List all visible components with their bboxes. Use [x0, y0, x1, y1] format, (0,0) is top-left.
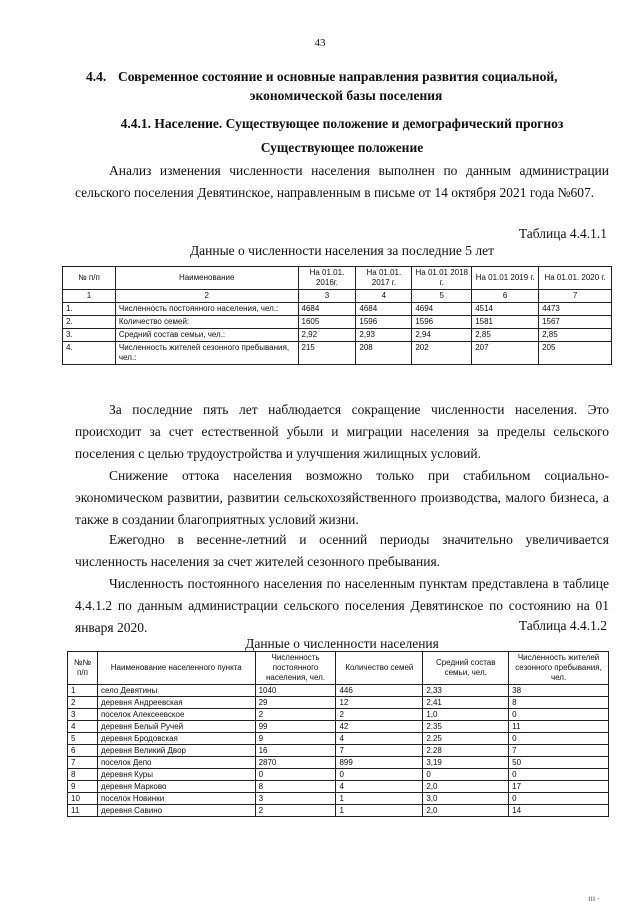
- table-cell: 2,0: [423, 805, 509, 817]
- column-header: На 01.01. 2016г.: [298, 267, 356, 290]
- table-cell: поселок Депо: [97, 757, 255, 769]
- table-cell: 446: [336, 685, 423, 697]
- table-cell: 4684: [356, 303, 412, 316]
- population-5-years-table: [62, 266, 612, 365]
- subsubsection-heading: Существующее положение: [260, 140, 424, 155]
- section-title-line1: Современное состояние и основные направления развития социальной,: [118, 69, 558, 84]
- column-header: Средний состав семьи, чел.: [423, 652, 509, 685]
- table-cell: 0: [336, 769, 423, 781]
- table-cell: Средний состав семьи, чел.:: [115, 329, 298, 342]
- table-cell: 1.: [63, 303, 116, 316]
- column-header: Наименование: [115, 267, 298, 290]
- column-header: На 01.01 2018 г.: [412, 267, 472, 290]
- table-row: [68, 709, 609, 721]
- table-cell: поселок Алексеевское: [97, 709, 255, 721]
- table-cell: 2,85: [472, 329, 539, 342]
- table-row: [63, 303, 612, 316]
- table-cell: 11: [509, 721, 609, 733]
- column-header: Численность жителей сезонного пребывания, чел.: [509, 652, 609, 685]
- column-header: На 01.01. 2020 г.: [539, 267, 612, 290]
- column-header: На 01.01. 2017 г.: [356, 267, 412, 290]
- table-cell: 17: [509, 781, 609, 793]
- table-cell: 215: [298, 342, 356, 365]
- table-row: [63, 342, 612, 365]
- table-cell: 0: [509, 769, 609, 781]
- table-cell: 12: [336, 697, 423, 709]
- intro-paragraph: Анализ изменения численности населения выполнен по данным администрации сельского поселения Девятинское, направленным в письме от 14 октября 2021 года №607.: [75, 163, 609, 200]
- table-cell: 205: [539, 342, 612, 365]
- table-cell: Количество семей:: [115, 316, 298, 329]
- column-header: №№ п/п: [68, 652, 98, 685]
- table-cell: 1596: [356, 316, 412, 329]
- column-index: 7: [539, 290, 612, 303]
- table-cell: 1581: [472, 316, 539, 329]
- page-number: 43: [314, 37, 326, 49]
- table2-title: Данные о численности населения: [245, 636, 439, 651]
- table-cell: 50: [509, 757, 609, 769]
- table-cell: 29: [255, 697, 336, 709]
- column-index: 2: [115, 290, 298, 303]
- table-row: [68, 793, 609, 805]
- table-cell: 1567: [539, 316, 612, 329]
- table-cell: 8: [68, 769, 98, 781]
- table-cell: 207: [472, 342, 539, 365]
- table-row: [68, 745, 609, 757]
- table-cell: деревня Бродовская: [97, 733, 255, 745]
- table2-caption: Таблица 4.4.1.2: [518, 618, 607, 633]
- table-cell: 0: [509, 733, 609, 745]
- table-cell: 3,19: [423, 757, 509, 769]
- column-index: 5: [412, 290, 472, 303]
- table1-title: Данные о численности населения за последние 5 лет: [189, 243, 495, 258]
- table-cell: Численность постоянного населения, чел.:: [115, 303, 298, 316]
- table-cell: 0: [509, 793, 609, 805]
- table-cell: 2,92: [298, 329, 356, 342]
- column-index: 3: [298, 290, 356, 303]
- table-cell: 4684: [298, 303, 356, 316]
- column-index: 6: [472, 290, 539, 303]
- paragraph-2: Снижение оттока населения возможно только при стабильном социально-экономическом развитии, развитии сельскохозяйственного производства, малого бизнеса, а также в создании благоприятных условий жизни.: [75, 468, 609, 527]
- table-cell: 2,41: [423, 697, 509, 709]
- table-cell: 10: [68, 793, 98, 805]
- table-cell: 2,85: [539, 329, 612, 342]
- table-cell: 3.: [63, 329, 116, 342]
- table-cell: 0: [509, 709, 609, 721]
- table-cell: 2,93: [356, 329, 412, 342]
- table-cell: 5: [68, 733, 98, 745]
- table-cell: 9: [68, 781, 98, 793]
- table-cell: 2870: [255, 757, 336, 769]
- table-cell: 2: [255, 805, 336, 817]
- corner-mark: ııı ·: [588, 894, 600, 903]
- table-cell: 2.: [63, 316, 116, 329]
- table-row: [68, 721, 609, 733]
- table-cell: 202: [412, 342, 472, 365]
- table-cell: деревня Великий Двор: [97, 745, 255, 757]
- table-cell: село Девятины: [97, 685, 255, 697]
- column-index: 4: [356, 290, 412, 303]
- table-cell: 4694: [412, 303, 472, 316]
- paragraph-1: За последние пять лет наблюдается сокращение численности населения. Это происходит за счет естественной убыли и миграции населения за пределы сельского поселения с целью трудоустройства и улучшения жилищных условий.: [75, 402, 609, 461]
- table-cell: 1: [336, 805, 423, 817]
- subsection-heading: 4.4.1. Население. Существующее положение и демографический прогноз: [120, 116, 564, 131]
- table-cell: 3,0: [423, 793, 509, 805]
- column-index: 1: [63, 290, 116, 303]
- table1-caption: Таблица 4.4.1.1: [518, 226, 607, 241]
- section-number: 4.4.: [86, 69, 107, 84]
- table-row: [63, 316, 612, 329]
- table-cell: 1,0: [423, 709, 509, 721]
- column-header: Численность постоянного населения, чел.: [255, 652, 336, 685]
- table-cell: 2.28: [423, 745, 509, 757]
- table-cell: деревня Марково: [97, 781, 255, 793]
- table-cell: 4.: [63, 342, 116, 365]
- table-cell: 2: [255, 709, 336, 721]
- table-cell: 2.35: [423, 721, 509, 733]
- table-cell: деревня Андреевская: [97, 697, 255, 709]
- table-cell: 9: [255, 733, 336, 745]
- table-cell: 3: [255, 793, 336, 805]
- table-cell: 2,0: [423, 781, 509, 793]
- table-cell: 2: [68, 697, 98, 709]
- table-cell: 11: [68, 805, 98, 817]
- column-header: № п/п: [63, 267, 116, 290]
- table-cell: 42: [336, 721, 423, 733]
- column-header: На 01.01 2019 г.: [472, 267, 539, 290]
- table-cell: 208: [356, 342, 412, 365]
- paragraph-4: Численность постоянного населения по населенным пунктам представлена в таблице 4.4.1.2 по данным администрации сельского поселения Девятинское по состоянию на 01 января 2020.: [75, 576, 609, 635]
- table-cell: 8: [509, 697, 609, 709]
- table-cell: 1596: [412, 316, 472, 329]
- table-cell: деревня Савино: [97, 805, 255, 817]
- table-cell: деревня Белый Ручей: [97, 721, 255, 733]
- population-by-settlement-table: [67, 651, 609, 817]
- table-cell: 1: [336, 793, 423, 805]
- table-cell: 1: [68, 685, 98, 697]
- table-cell: 3: [68, 709, 98, 721]
- table-row: [63, 329, 612, 342]
- table-cell: 99: [255, 721, 336, 733]
- column-index-row: [63, 290, 612, 303]
- table-header-row: [68, 652, 609, 685]
- table-cell: 1605: [298, 316, 356, 329]
- table-cell: 4: [336, 733, 423, 745]
- table-cell: 4514: [472, 303, 539, 316]
- table-cell: 7: [509, 745, 609, 757]
- table-row: [68, 805, 609, 817]
- table-cell: 899: [336, 757, 423, 769]
- column-header: Наименование населенного пункта: [97, 652, 255, 685]
- table-cell: 6: [68, 745, 98, 757]
- table-cell: 2,33: [423, 685, 509, 697]
- table-cell: 4: [68, 721, 98, 733]
- section-title-line2: экономической базы поселения: [249, 88, 443, 103]
- table-cell: Численность жителей сезонного пребывания, чел.:: [115, 342, 298, 365]
- column-header: Количество семей: [336, 652, 423, 685]
- table-cell: 16: [255, 745, 336, 757]
- table-cell: 1040: [255, 685, 336, 697]
- table-cell: 2.25: [423, 733, 509, 745]
- table-header-row: [63, 267, 612, 290]
- table-row: [68, 769, 609, 781]
- table-cell: 2: [336, 709, 423, 721]
- table-cell: 38: [509, 685, 609, 697]
- table-cell: поселок Новинки: [97, 793, 255, 805]
- table-cell: 8: [255, 781, 336, 793]
- table-cell: деревня Куры: [97, 769, 255, 781]
- table-row: [68, 757, 609, 769]
- table-cell: 7: [68, 757, 98, 769]
- table-row: [68, 781, 609, 793]
- table-row: [68, 685, 609, 697]
- table-cell: 14: [509, 805, 609, 817]
- table-cell: 4473: [539, 303, 612, 316]
- table-cell: 0: [255, 769, 336, 781]
- table-cell: 0: [423, 769, 509, 781]
- paragraph-3: Ежегодно в весенне-летний и осенний периоды значительно увеличивается численность населения за счет жителей сезонного пребывания.: [75, 532, 609, 569]
- table-row: [68, 697, 609, 709]
- table-cell: 7: [336, 745, 423, 757]
- table-cell: 2,94: [412, 329, 472, 342]
- table-cell: 4: [336, 781, 423, 793]
- table-row: [68, 733, 609, 745]
